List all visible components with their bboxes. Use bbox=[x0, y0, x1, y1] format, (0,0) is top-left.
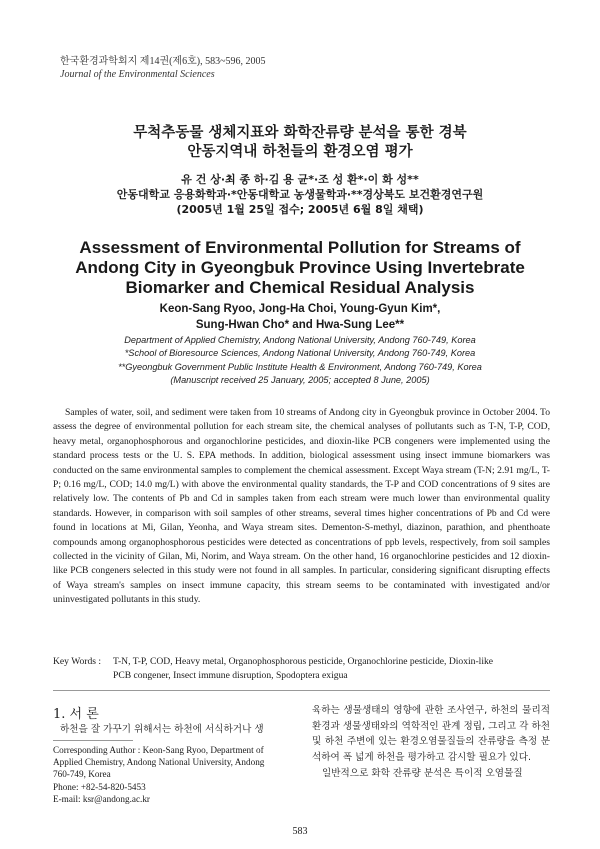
keywords bbox=[53, 655, 550, 684]
correspondence-line3: 760-749, Korea bbox=[53, 769, 111, 780]
affiliation-3: **Gyeongbuk Government Public Institute Health & Environment, Andong 760-749, Korea bbox=[118, 361, 482, 372]
footnote-divider bbox=[53, 740, 133, 741]
affiliation-2: *School of Bioresource Sciences, Andong National University, Andong 760-749, Korea bbox=[124, 348, 476, 359]
korean-affiliations: 안동대학교 응용화학과·*안동대학교 농생물학과·**경상북도 보건환경연구원 bbox=[116, 188, 484, 201]
section-heading-introduction: 1. 서 론 bbox=[53, 707, 99, 722]
keywords-line1: T-N, T-P, COD, Heavy metal, Organophosphorous pesticide, Organochlorine pesticide, Dioxin-like bbox=[113, 656, 494, 667]
correspondence-line1: Corresponding Author : Keon-Sang Ryoo, Department of bbox=[53, 745, 264, 755]
journal-citation-kr: 한국환경과학회지 제14권(제6호), 583~596, 2005 bbox=[60, 56, 266, 67]
english-title-line3: Biomarker and Chemical Residual Analysis bbox=[125, 278, 475, 297]
journal-header bbox=[60, 55, 266, 81]
abstract: Samples of water, soil, and sediment were taken from 10 streams of Andong city in Gyeongbuk province in October 2004. To assess the degree of environmental pollution for each stream site, the chemical analyses of pollutants such as T-N, T-P, COD, heavy metal, organophosphorous and organochlorine pesticides, and dioxin-like PCB congeners were implemented using the standard process tests or the U. S. EPA methods. In addition, biological assessment using insect immune biomarkers was conducted on the same environmental samples to complement the chemical assessment. Except Waya stream (T-N; 2.91 mg/L, T-P; 0.16 mg/L, COD; 14.0 mg/L) with above the environmental quality standards, the T-P and COD concentrations of 9 sites are relatively low. The contents of Pb and Cd in samples taken from each stream were much lower than environmental quality standards. However, in comparison with soil samples of other streams, several times higher concentrations of Pb and Cd were found in locations at Mi, Gilan, Yeonha, and Waya stream sites. Dementon-S-methyl, diazinon, parathion, and phenthoate compounds among organophosphorous pesticides were detected as concentrations of ppb levels, respectively, from soil samples collected in the vicinity of Gilan, Mi, Norim, and Waya stream. On the other hand, 16 organochlorine pesticides and 12 dioxin-like PCB congeners selected in this study were not found in all samples. In particular, considering significant disrupting effects of Waya stream's samples on insect immune capacity, this stream seems to be contaminated with investigated and/or uninvestigated pollutants in this study. bbox=[53, 407, 550, 606]
english-title-line2: Andong City in Gyeongbuk Province Using Invertebrate bbox=[75, 258, 525, 277]
korean-authors-block bbox=[40, 172, 560, 217]
english-affiliations bbox=[40, 334, 560, 388]
korean-title bbox=[40, 124, 560, 162]
correspondence-line2: Applied Chemistry, Andong National University, Andong bbox=[53, 757, 265, 768]
right-column-text bbox=[312, 703, 550, 782]
english-authors-line1: Keon-Sang Ryoo, Jong-Ha Choi, Young-Gyun Kim*, bbox=[159, 303, 441, 315]
correspondence-phone: Phone: +82-54-820-5453 bbox=[53, 781, 146, 792]
korean-received-dates: (2005년 1월 25일 접수; 2005년 6월 8일 채택) bbox=[176, 203, 424, 216]
english-authors-line2: Sung-Hwan Cho* and Hwa-Sung Lee** bbox=[195, 319, 405, 331]
keywords-line2: PCB congener, Insect immune disruption, Spodoptera exigua bbox=[113, 670, 348, 682]
affiliation-1: Department of Applied Chemistry, Andong National University, Andong 760-749, Korea bbox=[124, 335, 476, 345]
correspondence-email: E-mail: ksr@andong.ac.kr bbox=[53, 793, 150, 804]
english-title bbox=[40, 238, 560, 298]
correspondence-block bbox=[53, 744, 293, 805]
journal-name-en: Journal of the Environmental Sciences bbox=[60, 69, 215, 80]
keywords-label: Key Words : bbox=[53, 656, 102, 667]
korean-title-line1: 무척추동물 생체지표와 화학잔류량 분석을 통한 경북 bbox=[133, 125, 467, 141]
right-column-para2: 일반적으로 화학 잔류량 분석은 특이적 오염물질 bbox=[322, 767, 523, 779]
english-authors bbox=[40, 301, 560, 333]
korean-authors: 유 건 상·최 종 하·김 용 균*·조 성 환*·이 화 성** bbox=[181, 173, 419, 186]
right-column-para1: 육하는 생물생태의 영향에 관한 조사연구, 하천의 물리적 환경과 생물생태와의 역학적인 관계 정립, 그리고 각 하천 및 하천 주변에 있는 환경오염물질들의 잔류량을 측정 분석하여 폭 넓게 하천을 평가하고 감시할 필요가 있다. bbox=[312, 705, 550, 764]
english-title-line1: Assessment of Environmental Pollution for Streams of bbox=[79, 238, 521, 257]
korean-title-line2: 안동지역내 하천들의 환경오염 평가 bbox=[187, 144, 413, 160]
divider bbox=[53, 690, 550, 691]
page-number: 583 bbox=[292, 826, 308, 837]
introduction-text: 하천을 잘 가꾸기 위해서는 하천에 서식하거나 생 bbox=[60, 724, 264, 735]
manuscript-dates: (Manuscript received 25 January, 2005; accepted 8 June, 2005) bbox=[170, 375, 430, 386]
